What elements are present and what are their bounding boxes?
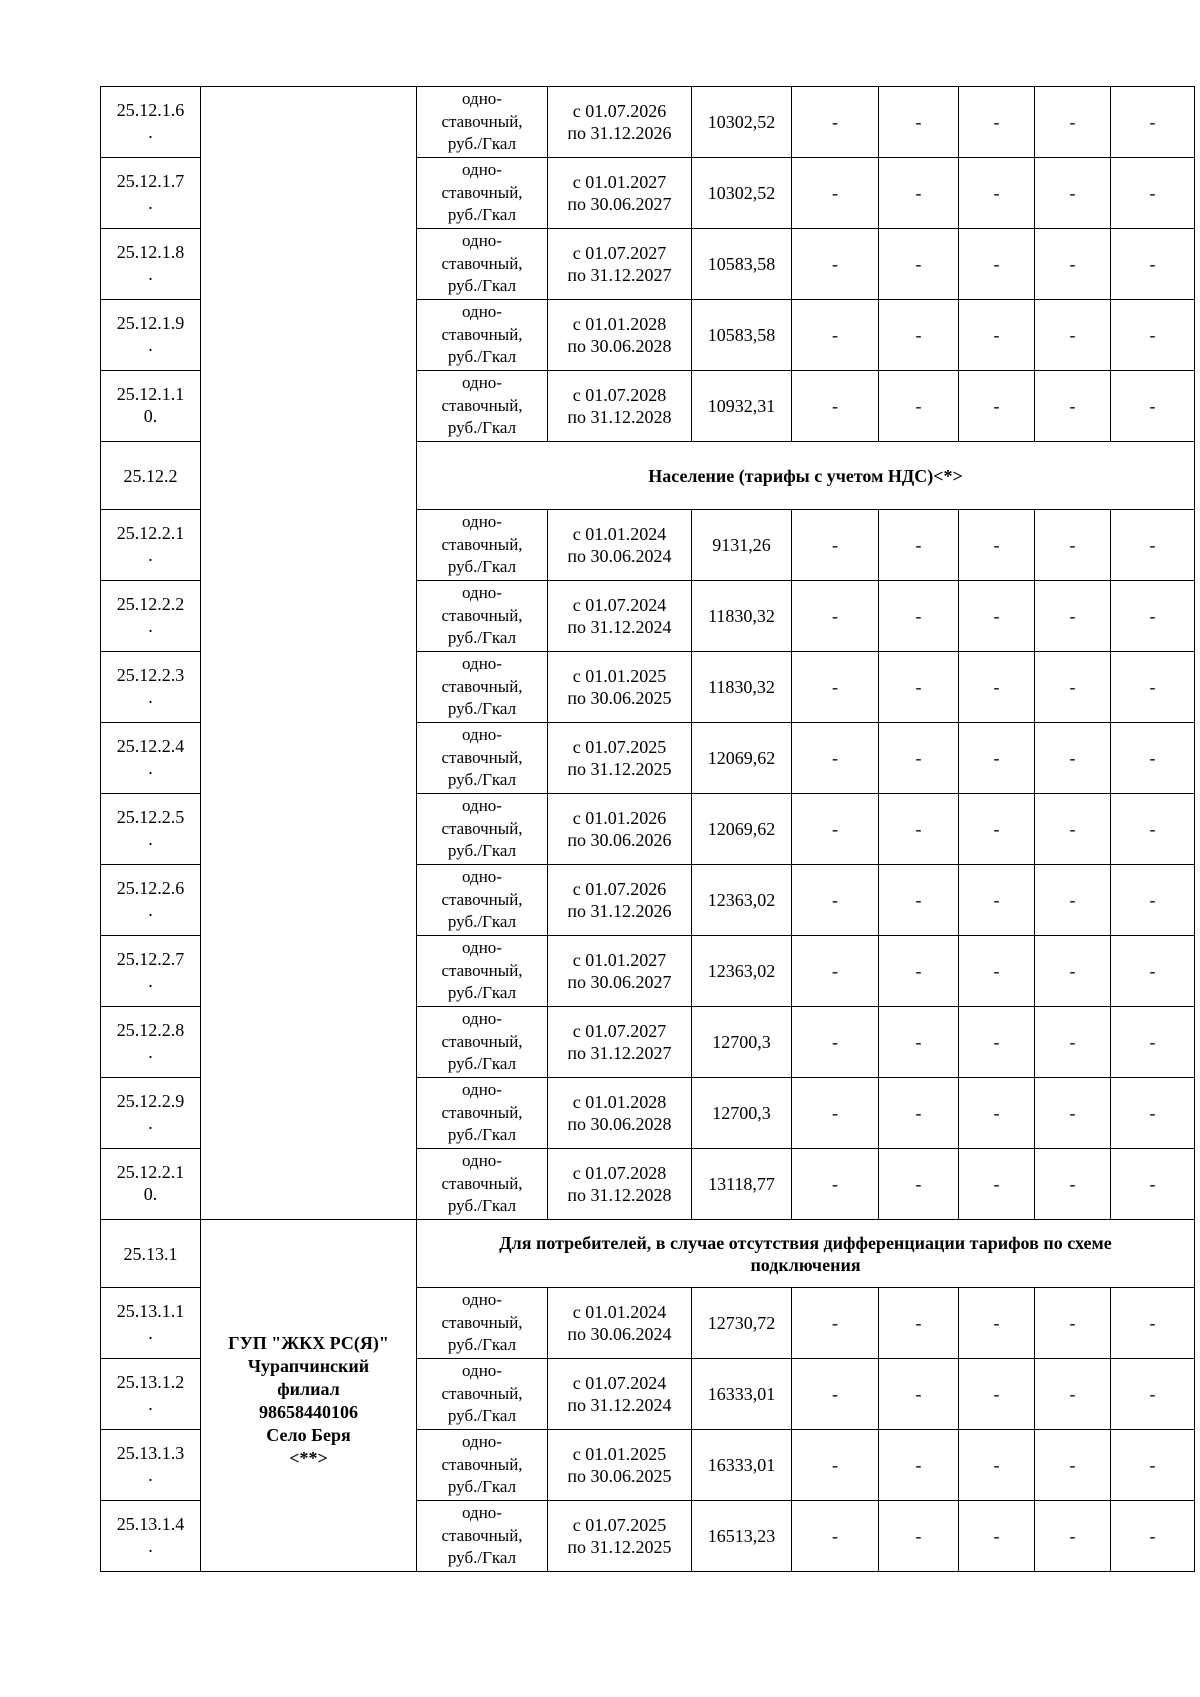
- validity-period: с 01.07.2024 по 31.12.2024: [548, 1359, 692, 1430]
- validity-period: с 01.07.2026 по 31.12.2026: [548, 87, 692, 158]
- empty-value-dash: -: [1035, 158, 1111, 229]
- tariff-value: 12069,62: [692, 794, 792, 865]
- tariff-type: одно- ставочный, руб./Гкал: [417, 510, 548, 581]
- section-header-row: [101, 1220, 1195, 1288]
- validity-period: с 01.01.2025 по 30.06.2025: [548, 1430, 692, 1501]
- row-number: 25.12.2.2 .: [101, 581, 201, 652]
- empty-value-dash: -: [879, 1149, 959, 1220]
- empty-value-dash: -: [879, 794, 959, 865]
- organization-name: ГУП "ЖКХ РС(Я)" Чурапчинский филиал 98658440106 Село Беря <**>: [201, 1220, 417, 1572]
- validity-period: с 01.07.2025 по 31.12.2025: [548, 1501, 692, 1572]
- empty-value-dash: -: [792, 581, 879, 652]
- empty-value-dash: -: [959, 87, 1035, 158]
- empty-value-dash: -: [792, 652, 879, 723]
- empty-value-dash: -: [1111, 1149, 1195, 1220]
- tariff-table: [100, 86, 1195, 1572]
- validity-period: с 01.07.2028 по 31.12.2028: [548, 371, 692, 442]
- validity-period: с 01.01.2027 по 30.06.2027: [548, 936, 692, 1007]
- tariff-type: одно- ставочный, руб./Гкал: [417, 1007, 548, 1078]
- empty-value-dash: -: [792, 1007, 879, 1078]
- empty-value-dash: -: [879, 865, 959, 936]
- row-number: 25.12.2.6 .: [101, 865, 201, 936]
- empty-value-dash: -: [879, 1501, 959, 1572]
- tariff-type: одно- ставочный, руб./Гкал: [417, 652, 548, 723]
- tariff-value: 16333,01: [692, 1359, 792, 1430]
- empty-value-dash: -: [1035, 87, 1111, 158]
- row-number: 25.12.1.7 .: [101, 158, 201, 229]
- empty-value-dash: -: [1035, 1359, 1111, 1430]
- row-number: 25.12.2.9 .: [101, 1078, 201, 1149]
- empty-value-dash: -: [959, 371, 1035, 442]
- empty-value-dash: -: [959, 1288, 1035, 1359]
- tariff-value: 12730,72: [692, 1288, 792, 1359]
- row-number: 25.13.1.3 .: [101, 1430, 201, 1501]
- empty-value-dash: -: [1111, 581, 1195, 652]
- empty-value-dash: -: [792, 794, 879, 865]
- empty-value-dash: -: [1111, 300, 1195, 371]
- empty-value-dash: -: [879, 510, 959, 581]
- empty-value-dash: -: [959, 229, 1035, 300]
- empty-value-dash: -: [959, 1007, 1035, 1078]
- empty-value-dash: -: [959, 158, 1035, 229]
- row-number: 25.13.1.1 .: [101, 1288, 201, 1359]
- tariff-type: одно- ставочный, руб./Гкал: [417, 1149, 548, 1220]
- tariff-type: одно- ставочный, руб./Гкал: [417, 371, 548, 442]
- tariff-type: одно- ставочный, руб./Гкал: [417, 300, 548, 371]
- tariff-value: 11830,32: [692, 581, 792, 652]
- tariff-value: 12363,02: [692, 865, 792, 936]
- empty-value-dash: -: [879, 581, 959, 652]
- validity-period: с 01.07.2027 по 31.12.2027: [548, 229, 692, 300]
- tariff-value: 10583,58: [692, 229, 792, 300]
- empty-value-dash: -: [879, 1007, 959, 1078]
- empty-value-dash: -: [879, 371, 959, 442]
- tariff-value: 10932,31: [692, 371, 792, 442]
- validity-period: с 01.07.2026 по 31.12.2026: [548, 865, 692, 936]
- empty-value-dash: -: [1111, 865, 1195, 936]
- empty-value-dash: -: [792, 1149, 879, 1220]
- empty-value-dash: -: [792, 1078, 879, 1149]
- empty-value-dash: -: [879, 1359, 959, 1430]
- empty-value-dash: -: [792, 229, 879, 300]
- tariff-type: одно- ставочный, руб./Гкал: [417, 1078, 548, 1149]
- empty-value-dash: -: [1035, 1007, 1111, 1078]
- row-number: 25.12.2.7 .: [101, 936, 201, 1007]
- tariff-value: 10302,52: [692, 87, 792, 158]
- tariff-value: 12700,3: [692, 1007, 792, 1078]
- empty-value-dash: -: [879, 1430, 959, 1501]
- empty-value-dash: -: [792, 158, 879, 229]
- empty-value-dash: -: [1111, 510, 1195, 581]
- tariff-type: одно- ставочный, руб./Гкал: [417, 158, 548, 229]
- tariff-value: 16333,01: [692, 1430, 792, 1501]
- validity-period: с 01.07.2024 по 31.12.2024: [548, 581, 692, 652]
- row-number: 25.12.2.8 .: [101, 1007, 201, 1078]
- row-number: 25.13.1.4 .: [101, 1501, 201, 1572]
- empty-value-dash: -: [1111, 1501, 1195, 1572]
- empty-value-dash: -: [959, 1078, 1035, 1149]
- validity-period: с 01.01.2027 по 30.06.2027: [548, 158, 692, 229]
- row-number: 25.12.1.6 .: [101, 87, 201, 158]
- section-number: 25.13.1: [101, 1220, 201, 1288]
- tariff-value: 9131,26: [692, 510, 792, 581]
- empty-value-dash: -: [1035, 1288, 1111, 1359]
- tariff-type: одно- ставочный, руб./Гкал: [417, 1430, 548, 1501]
- tariff-value: 13118,77: [692, 1149, 792, 1220]
- empty-value-dash: -: [1035, 794, 1111, 865]
- empty-value-dash: -: [1111, 1430, 1195, 1501]
- empty-value-dash: -: [879, 158, 959, 229]
- empty-value-dash: -: [959, 1149, 1035, 1220]
- organization-cell-prev: [201, 87, 417, 1220]
- tariff-type: одно- ставочный, руб./Гкал: [417, 229, 548, 300]
- empty-value-dash: -: [879, 1288, 959, 1359]
- empty-value-dash: -: [1035, 936, 1111, 1007]
- table-row: [101, 87, 1195, 158]
- empty-value-dash: -: [879, 652, 959, 723]
- empty-value-dash: -: [959, 652, 1035, 723]
- empty-value-dash: -: [1035, 581, 1111, 652]
- empty-value-dash: -: [1111, 158, 1195, 229]
- empty-value-dash: -: [1111, 1288, 1195, 1359]
- empty-value-dash: -: [1035, 1149, 1111, 1220]
- empty-value-dash: -: [1111, 229, 1195, 300]
- empty-value-dash: -: [959, 300, 1035, 371]
- validity-period: с 01.07.2028 по 31.12.2028: [548, 1149, 692, 1220]
- section-title: Население (тарифы с учетом НДС)<*>: [417, 442, 1195, 510]
- tariff-value: 10302,52: [692, 158, 792, 229]
- validity-period: с 01.01.2025 по 30.06.2025: [548, 652, 692, 723]
- row-number: 25.12.2.3 .: [101, 652, 201, 723]
- empty-value-dash: -: [1035, 300, 1111, 371]
- empty-value-dash: -: [1111, 87, 1195, 158]
- tariff-type: одно- ставочный, руб./Гкал: [417, 1359, 548, 1430]
- validity-period: с 01.01.2028 по 30.06.2028: [548, 1078, 692, 1149]
- empty-value-dash: -: [1035, 229, 1111, 300]
- row-number: 25.12.1.9 .: [101, 300, 201, 371]
- tariff-type: одно- ставочный, руб./Гкал: [417, 865, 548, 936]
- empty-value-dash: -: [792, 510, 879, 581]
- empty-value-dash: -: [959, 1430, 1035, 1501]
- validity-period: с 01.01.2024 по 30.06.2024: [548, 510, 692, 581]
- empty-value-dash: -: [1035, 723, 1111, 794]
- row-number: 25.12.2.1 0.: [101, 1149, 201, 1220]
- validity-period: с 01.01.2024 по 30.06.2024: [548, 1288, 692, 1359]
- tariff-type: одно- ставочный, руб./Гкал: [417, 936, 548, 1007]
- empty-value-dash: -: [1111, 723, 1195, 794]
- empty-value-dash: -: [1111, 371, 1195, 442]
- row-number: 25.12.1.1 0.: [101, 371, 201, 442]
- row-number: 25.12.2.1 .: [101, 510, 201, 581]
- empty-value-dash: -: [879, 936, 959, 1007]
- empty-value-dash: -: [959, 723, 1035, 794]
- empty-value-dash: -: [1111, 1359, 1195, 1430]
- tariff-type: одно- ставочный, руб./Гкал: [417, 87, 548, 158]
- empty-value-dash: -: [1035, 1078, 1111, 1149]
- empty-value-dash: -: [1035, 1501, 1111, 1572]
- section-number: 25.12.2: [101, 442, 201, 510]
- empty-value-dash: -: [959, 581, 1035, 652]
- empty-value-dash: -: [1111, 1007, 1195, 1078]
- empty-value-dash: -: [879, 300, 959, 371]
- empty-value-dash: -: [959, 865, 1035, 936]
- row-number: 25.13.1.2 .: [101, 1359, 201, 1430]
- row-number: 25.12.2.4 .: [101, 723, 201, 794]
- empty-value-dash: -: [792, 865, 879, 936]
- empty-value-dash: -: [879, 1078, 959, 1149]
- empty-value-dash: -: [1111, 936, 1195, 1007]
- validity-period: с 01.01.2028 по 30.06.2028: [548, 300, 692, 371]
- empty-value-dash: -: [1111, 794, 1195, 865]
- tariff-table-body: [101, 87, 1195, 1572]
- empty-value-dash: -: [1035, 510, 1111, 581]
- empty-value-dash: -: [1111, 1078, 1195, 1149]
- validity-period: с 01.01.2026 по 30.06.2026: [548, 794, 692, 865]
- empty-value-dash: -: [792, 1501, 879, 1572]
- tariff-value: 11830,32: [692, 652, 792, 723]
- section-title: Для потребителей, в случае отсутствия дифференциации тарифов по схеме подключения: [417, 1220, 1195, 1288]
- empty-value-dash: -: [792, 300, 879, 371]
- empty-value-dash: -: [1035, 371, 1111, 442]
- tariff-value: 12700,3: [692, 1078, 792, 1149]
- tariff-type: одно- ставочный, руб./Гкал: [417, 1501, 548, 1572]
- tariff-value: 16513,23: [692, 1501, 792, 1572]
- empty-value-dash: -: [1035, 865, 1111, 936]
- tariff-value: 10583,58: [692, 300, 792, 371]
- empty-value-dash: -: [792, 87, 879, 158]
- empty-value-dash: -: [1111, 652, 1195, 723]
- tariff-type: одно- ставочный, руб./Гкал: [417, 723, 548, 794]
- tariff-type: одно- ставочный, руб./Гкал: [417, 794, 548, 865]
- tariff-type: одно- ставочный, руб./Гкал: [417, 581, 548, 652]
- empty-value-dash: -: [959, 1501, 1035, 1572]
- empty-value-dash: -: [959, 936, 1035, 1007]
- tariff-value: 12069,62: [692, 723, 792, 794]
- validity-period: с 01.07.2025 по 31.12.2025: [548, 723, 692, 794]
- empty-value-dash: -: [959, 1359, 1035, 1430]
- row-number: 25.12.2.5 .: [101, 794, 201, 865]
- tariff-type: одно- ставочный, руб./Гкал: [417, 1288, 548, 1359]
- empty-value-dash: -: [792, 371, 879, 442]
- empty-value-dash: -: [792, 936, 879, 1007]
- empty-value-dash: -: [792, 1359, 879, 1430]
- empty-value-dash: -: [879, 229, 959, 300]
- validity-period: с 01.07.2027 по 31.12.2027: [548, 1007, 692, 1078]
- empty-value-dash: -: [959, 794, 1035, 865]
- empty-value-dash: -: [1035, 1430, 1111, 1501]
- tariff-value: 12363,02: [692, 936, 792, 1007]
- empty-value-dash: -: [792, 723, 879, 794]
- empty-value-dash: -: [1035, 652, 1111, 723]
- empty-value-dash: -: [792, 1288, 879, 1359]
- empty-value-dash: -: [879, 723, 959, 794]
- row-number: 25.12.1.8 .: [101, 229, 201, 300]
- empty-value-dash: -: [879, 87, 959, 158]
- empty-value-dash: -: [959, 510, 1035, 581]
- empty-value-dash: -: [792, 1430, 879, 1501]
